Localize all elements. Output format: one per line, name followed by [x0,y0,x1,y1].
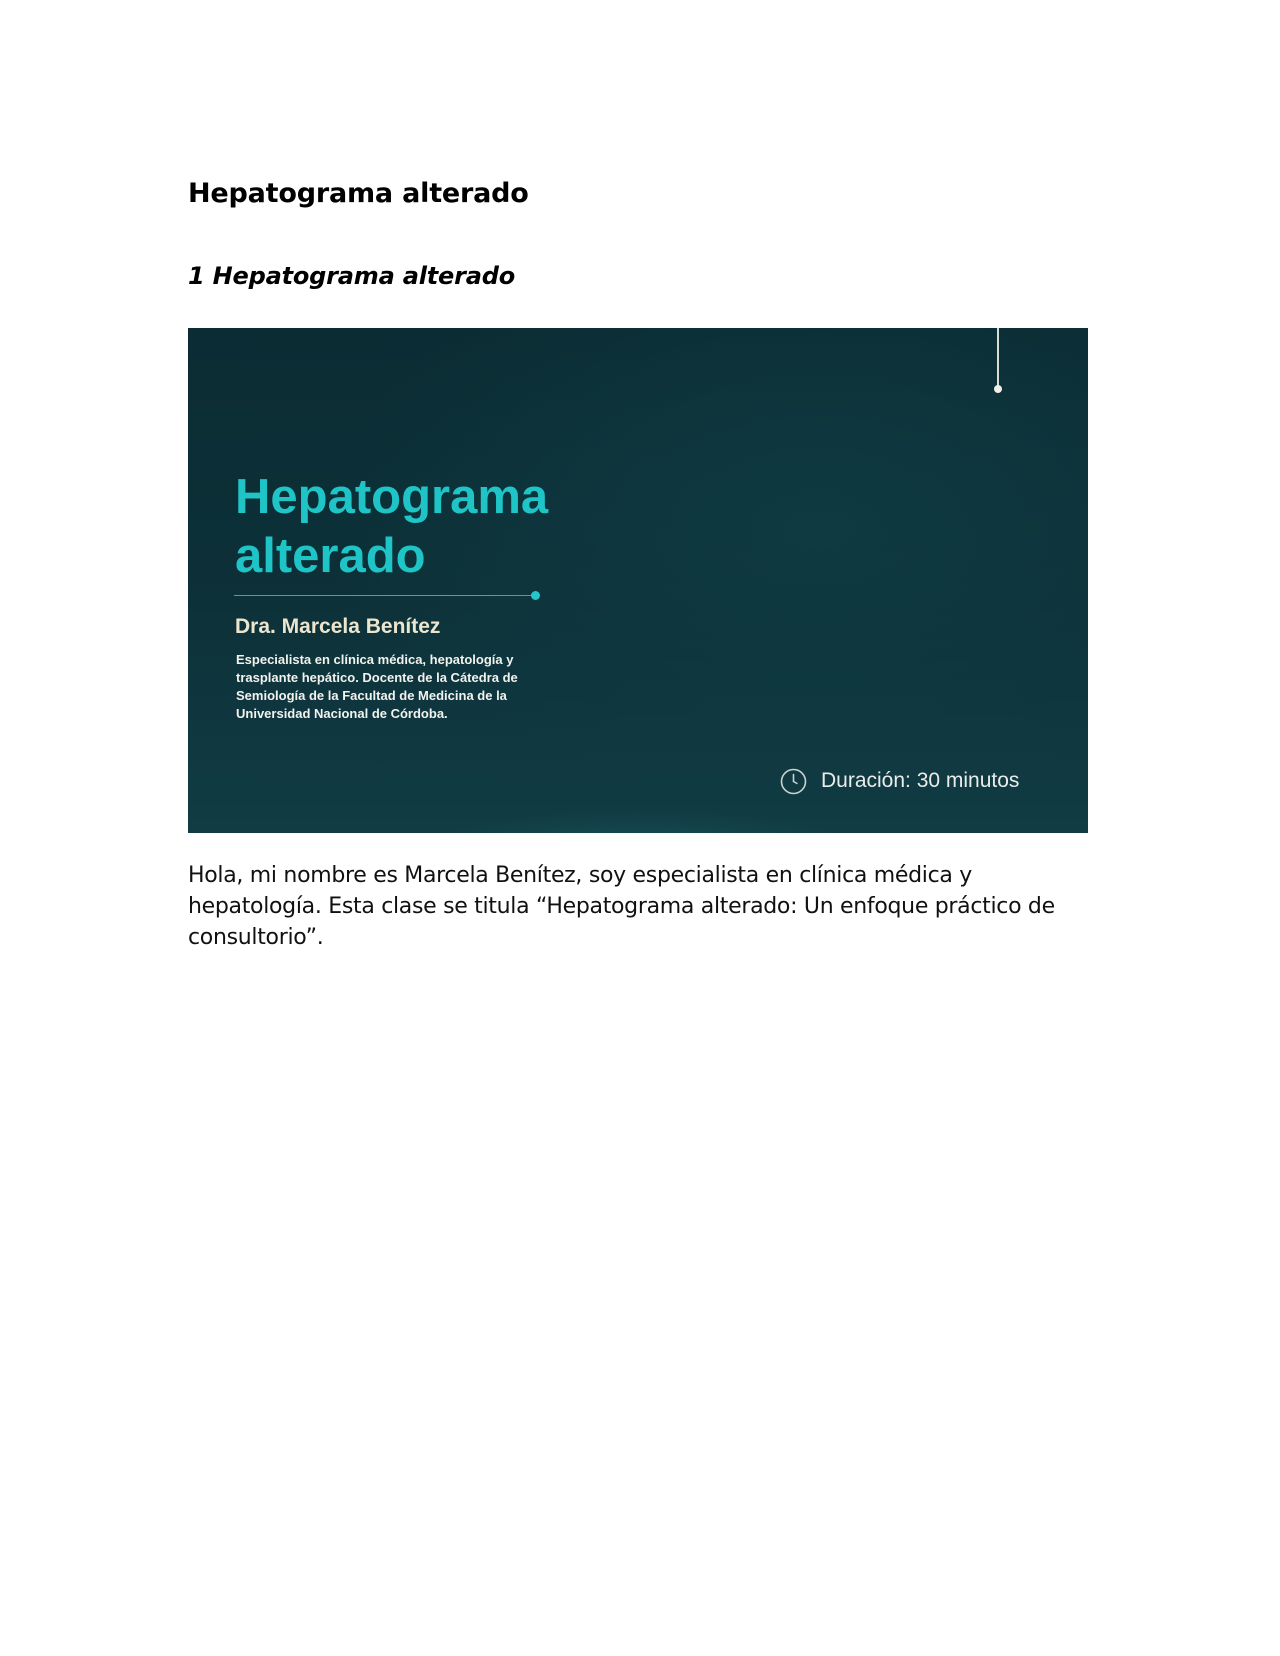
intro-paragraph: Hola, mi nombre es Marcela Benítez, soy especialista en clínica médica y hepatología. Esta clase se titula “Hepatograma alterado: Un enfoque práctico de consultorio”. [188,863,1055,950]
slide-author-name: Dra. Marcela Benítez [235,615,441,638]
slide-divider [234,595,536,596]
duration-label: Duración: 30 minutos [821,769,1020,792]
slide-title: Hepatograma alterado [235,470,549,583]
slide-image [188,328,1088,833]
decorative-hanging-line [997,328,999,386]
decorative-hanging-dot [994,385,1002,393]
slide-author-bio: Especialista en clínica médica, hepatología y trasplante hepático. Docente de la Cátedra de Semiología de la Facultad de Medicina de la Universidad Nacional de Córdoba. [236,652,518,721]
slide-divider-dot [531,591,540,600]
document-title: Hepatograma alterado [188,178,529,209]
section-heading: 1 Hepatograma alterado [188,262,515,290]
clock-icon [780,768,807,795]
slide-duration [780,766,1019,796]
